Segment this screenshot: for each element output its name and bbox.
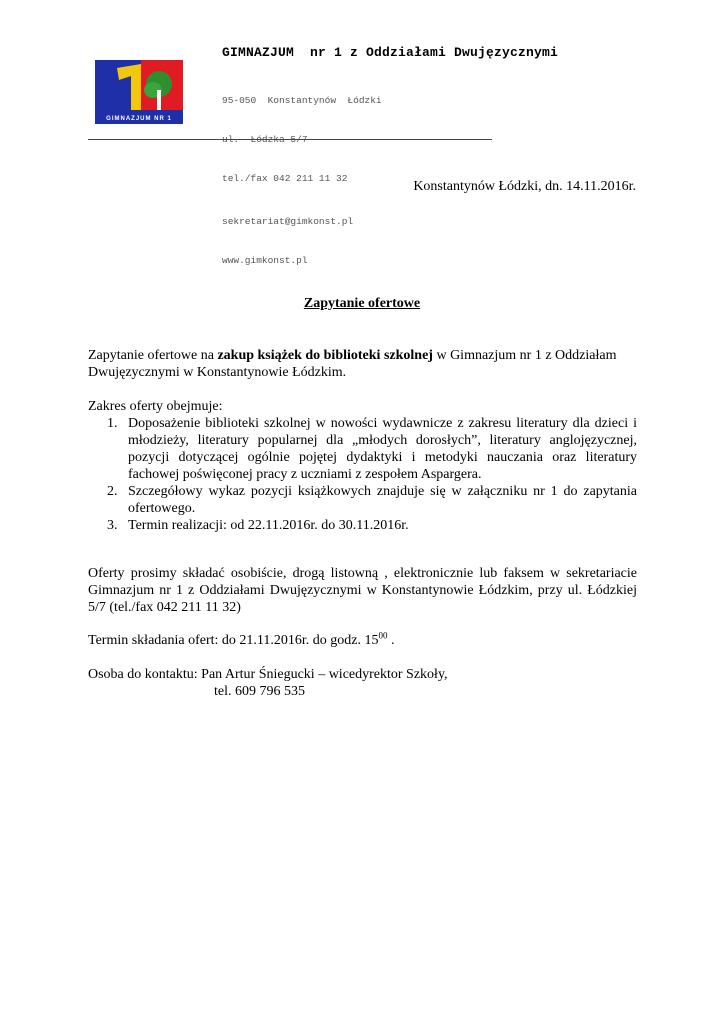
postal-code-city: 95-050 Konstantynów Łódzki [222, 95, 382, 106]
letterhead-address [222, 68, 382, 280]
list-number: 3. [107, 518, 118, 533]
intro-paragraph [88, 347, 637, 381]
deadline-line [88, 632, 637, 649]
letterhead-divider [88, 139, 492, 140]
street-address: ul. Łódzka 5/7 [222, 134, 308, 145]
intro-bold-subject: zakup książek do biblioteki szkolnej [217, 348, 433, 363]
contact-person: Osoba do kontaktu: Pan Artur Śniegucki – wicedyrektor Szkoły, [88, 667, 448, 682]
list-number: 1. [107, 416, 118, 431]
deadline-tail: . [387, 633, 395, 648]
contact-block [88, 666, 637, 700]
list-item-text: Termin realizacji: od 22.11.2016r. do 30.11.2016r. [128, 518, 409, 533]
list-item [88, 517, 637, 534]
scope-list [88, 415, 637, 534]
website: www.gimkonst.pl [222, 255, 308, 266]
deadline-minutes: 00 [378, 630, 388, 641]
date-line: Konstantynów Łódzki, dn. 14.11.2016r. [413, 179, 636, 194]
list-item [88, 483, 637, 517]
contact-phone: tel. 609 796 535 [214, 684, 305, 699]
intro-text-end: w Gimnazjum nr 1 z Oddziałam Dwujęzycznymi w Konstantynowie Łódzkim. [88, 348, 617, 380]
offers-paragraph: Oferty prosimy składać osobiście, drogą listowną , elektronicznie lub faksem w sekretariacie Gimnazjum nr 1 z Oddziałami Dwujęzycznymi w Konstantynowie Łódzkim, przy ul. Łódzkiej 5/7 (tel./fax 042 211 11 32) [88, 566, 637, 615]
school-name: GIMNAZJUM nr 1 z Oddziałami Dwujęzycznymi [222, 45, 559, 60]
list-number: 2. [107, 484, 118, 499]
deadline-text: Termin składania ofert: do 21.11.2016r. do godz. 15 [88, 633, 379, 648]
scope-title: Zakres oferty obejmuje: [88, 399, 223, 414]
school-logo [95, 60, 183, 124]
list-item-text: Szczegółowy wykaz pozycji książkowych znajduje się w załączniku nr 1 do zapytania ofertowego. [128, 484, 637, 516]
logo-text: GIMNAZJUM NR 1 [106, 116, 172, 122]
list-item [88, 415, 637, 483]
intro-text-start: Zapytanie ofertowe na [88, 348, 218, 363]
list-item-text: Doposażenie biblioteki szkolnej w nowości wydawnicze z zakresu literatury dla dzieci i młodzieży, literatury popularnej dla „młodych dorosłych”, literatury anglojęzycznej, pozycji dotyczącej ogólnie pojętej dydaktyki i metodyki nauczania oraz literatury fachowej poświęconej pracy z uczniami z zespołem Aspargera. [128, 416, 637, 482]
document-subject: Zapytanie ofertowe [303, 296, 421, 311]
email-address: sekretariat@gimkonst.pl [222, 216, 354, 227]
phone-fax: tel./fax 042 211 11 32 [222, 173, 348, 184]
